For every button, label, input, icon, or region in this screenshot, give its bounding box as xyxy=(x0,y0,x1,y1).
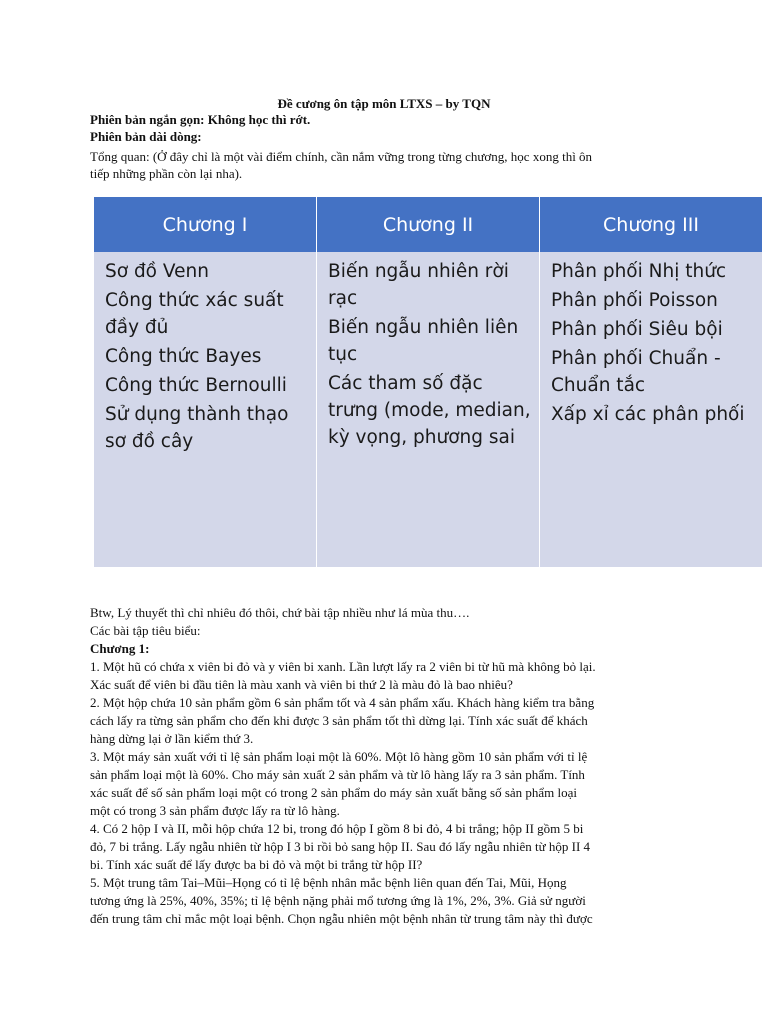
overview-paragraph xyxy=(90,148,690,182)
exercise-line: một có trong 3 sản phẩm được lấy ra từ lô hàng. xyxy=(90,803,340,818)
chapter-1-topics xyxy=(94,252,316,455)
topic-item: Biến ngẫu nhiên liên tục xyxy=(328,317,519,365)
short-version-line: Phiên bản ngắn gọn: Không học thì rớt. xyxy=(90,112,311,127)
topic-item: Xấp xỉ các phân phối xyxy=(551,404,745,425)
exercise-line: Xác suất để viên bi đầu tiên là màu xanh và viên bi thứ 2 là màu đỏ là bao nhiêu? xyxy=(90,677,513,692)
chapter-2-column xyxy=(317,197,539,567)
exercise-line: sản phẩm loại một là 60%. Cho máy sản xuất 2 sản phẩm và từ lô hàng lấy ra 3 sản phẩm. Tính xyxy=(90,767,585,782)
btw-line: Btw, Lý thuyết thì chỉ nhiêu đó thôi, chứ bài tập nhiều như lá mùa thu…. xyxy=(90,605,470,620)
topic-item: Biến ngẫu nhiên rời rạc xyxy=(328,261,509,309)
exercises-label: Các bài tập tiêu biểu: xyxy=(90,623,201,638)
chapter-1-label: Chương 1: xyxy=(90,641,150,656)
topic-item: Sơ đồ Venn xyxy=(105,261,209,282)
chapter-overview-graphic xyxy=(94,197,764,567)
topic-item: Phân phối Nhị thức xyxy=(551,261,727,282)
long-version-line: Phiên bản dài dòng: xyxy=(90,129,202,144)
exercise-line: 4. Có 2 hộp I và II, mỗi hộp chứa 12 bi, trong đó hộp I gồm 8 bi đỏ, 4 bi trắng; hộp II gồm 5 bi xyxy=(90,821,584,836)
chapter-3-topics xyxy=(540,252,762,428)
chapter-2-header: Chương II xyxy=(317,197,539,252)
exercise-line: tương ứng là 25%, 40%, 35%; tỉ lệ bệnh nặng phải mổ tương ứng là 1%, 2%, 3%. Giả sử người xyxy=(90,893,586,908)
chapter-1-header: Chương I xyxy=(94,197,316,252)
chapter-1-column xyxy=(94,197,316,567)
exercise-line: cách lấy ra từng sản phẩm cho đến khi được 3 sản phẩm tốt thì dừng lại. Tính xác suất để khách xyxy=(90,713,588,728)
chapter-2-topics xyxy=(317,252,539,451)
topic-item: Các tham số đặc trưng (mode, median, kỳ vọng, phương sai xyxy=(328,373,531,448)
topic-item: Công thức Bernoulli xyxy=(105,375,287,396)
exercises-section xyxy=(90,604,690,928)
overview-line: Tổng quan: (Ở đây chỉ là một vài điểm chính, cần nắm vững trong từng chương, học xong thì ôn xyxy=(90,149,593,164)
topic-item: Phân phối Siêu bội xyxy=(551,319,723,340)
topic-item: Sử dụng thành thạo sơ đồ cây xyxy=(105,404,289,452)
topic-item: Công thức xác suất đầy đủ xyxy=(105,290,284,338)
topic-item: Công thức Bayes xyxy=(105,346,262,367)
exercise-line: 3. Một máy sản xuất với tỉ lệ sản phẩm loại một là 60%. Một lô hàng gồm 10 sản phẩm với tỉ lệ xyxy=(90,749,588,764)
exercise-line: đỏ, 7 bi trắng. Lấy ngẫu nhiên từ hộp I 3 bi rồi bỏ sang hộp II. Sau đó lấy ngẫu nhiên từ hộp II 4 xyxy=(90,839,591,854)
exercise-line: 1. Một hũ có chứa x viên bi đỏ và y viên bi xanh. Lần lượt lấy ra 2 viên bi từ hũ mà không bỏ lại. xyxy=(90,659,596,674)
chapter-3-header: Chương III xyxy=(540,197,762,252)
document-title: Đề cương ôn tập môn LTXS – by TQN xyxy=(277,96,491,111)
exercise-line: 2. Một hộp chứa 10 sản phẩm gồm 6 sản phẩm tốt và 4 sản phẩm xấu. Khách hàng kiểm tra bằng xyxy=(90,695,595,710)
topic-item: Phân phối Chuẩn - Chuẩn tắc xyxy=(551,348,721,396)
exercise-line: bi. Tính xác suất để lấy được ba bi đỏ và một bi trắng từ hộp II? xyxy=(90,857,423,872)
exercise-line: đến trung tâm chỉ mắc một loại bệnh. Chọn ngẫu nhiên một bệnh nhân từ trung tâm này thì được xyxy=(90,911,593,926)
exercise-line: 5. Một trung tâm Tai–Mũi–Họng có tỉ lệ bệnh nhân mắc bệnh liên quan đến Tai, Mũi, Họng xyxy=(90,875,567,890)
exercise-line: hàng dừng lại ở lần kiểm thứ 3. xyxy=(90,731,254,746)
overview-line: tiếp những phần còn lại nha). xyxy=(90,166,243,181)
chapter-3-column xyxy=(540,197,762,567)
exercise-line: xác suất để số sản phẩm loại một có trong 2 sản phẩm do máy sản xuất bằng số sản phẩm loại xyxy=(90,785,578,800)
topic-item: Phân phối Poisson xyxy=(551,290,718,311)
